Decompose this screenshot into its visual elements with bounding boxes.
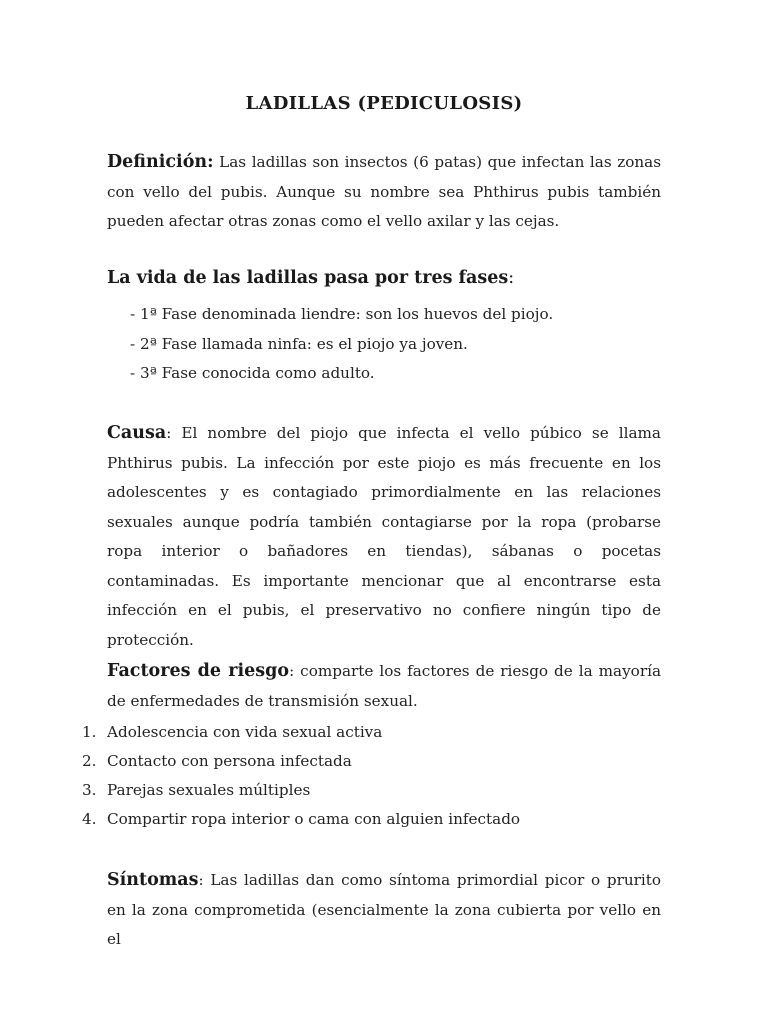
factor-num-3: 3. bbox=[82, 781, 97, 799]
factor-text-4: Compartir ropa interior o cama con alguien infectado bbox=[107, 810, 521, 828]
factor-text-1: Adolescencia con vida sexual activa bbox=[107, 723, 383, 741]
causa-section bbox=[107, 419, 661, 655]
factor-item-4 bbox=[82, 805, 520, 834]
definicion-section bbox=[107, 148, 661, 237]
factores-text: : comparte los factores de riesgo de la mayoría de enfermedades de transmisión sexual. bbox=[107, 662, 661, 710]
factor-item-3 bbox=[82, 776, 520, 805]
fase-item-1: - 1ª Fase denominada liendre: son los huevos del piojo. bbox=[130, 305, 554, 323]
fases-heading-line bbox=[107, 268, 661, 288]
factor-num-4: 4. bbox=[82, 810, 97, 828]
factor-text-2: Contacto con persona infectada bbox=[107, 752, 352, 770]
definicion-text: Las ladillas son insectos (6 patas) que infectan las zonas con vello del pubis. Aunque su nombre sea Phthirus pubis también pueden afectar otras zonas como el vello axilar y las cejas. bbox=[107, 153, 661, 230]
factor-num-2: 2. bbox=[82, 752, 97, 770]
factores-section bbox=[107, 657, 661, 716]
causa-paragraph bbox=[107, 419, 661, 655]
fases-section bbox=[107, 268, 661, 288]
sintomas-paragraph bbox=[107, 866, 661, 955]
factores-list bbox=[82, 718, 520, 834]
sintomas-heading: Síntomas bbox=[107, 870, 199, 890]
factores-paragraph bbox=[107, 657, 661, 716]
fases-heading-colon: : bbox=[508, 268, 515, 288]
factor-item-2 bbox=[82, 747, 520, 776]
causa-text: : El nombre del piojo que infecta el vello púbico se llama Phthirus pubis. La infección por este piojo es más frecuente en los adolescentes y es contagiado primordialmente en las relaciones sexuales aunque podría también contagiarse por la ropa (probarse ropa interior o bañadores en tiendas), sábanas o pocetas contaminadas. Es importante mencionar que al encontrarse esta infección en el pubis, el preservativo no confiere ningún tipo de protección. bbox=[107, 424, 661, 649]
definicion-paragraph bbox=[107, 148, 661, 237]
factores-heading: Factores de riesgo bbox=[107, 661, 290, 681]
factor-num-1: 1. bbox=[82, 723, 97, 741]
factor-text-3: Parejas sexuales múltiples bbox=[107, 781, 311, 799]
sintomas-section bbox=[107, 866, 661, 955]
definicion-heading: Definición: bbox=[107, 152, 214, 172]
fase-item-2: - 2ª Fase llamada ninfa: es el piojo ya joven. bbox=[130, 334, 468, 353]
fases-list bbox=[130, 300, 553, 389]
causa-heading: Causa bbox=[107, 423, 167, 443]
fases-heading: La vida de las ladillas pasa por tres fases bbox=[107, 268, 509, 288]
factor-item-1 bbox=[82, 718, 520, 747]
fase-item-3: - 3ª Fase conocida como adulto. bbox=[130, 364, 375, 382]
sintomas-text: : Las ladillas dan como síntoma primordial picor o prurito en la zona comprometida (esencialmente la zona cubierta por vello en el bbox=[107, 871, 661, 948]
document-title: LADILLAS (PEDICULOSIS) bbox=[245, 93, 523, 114]
